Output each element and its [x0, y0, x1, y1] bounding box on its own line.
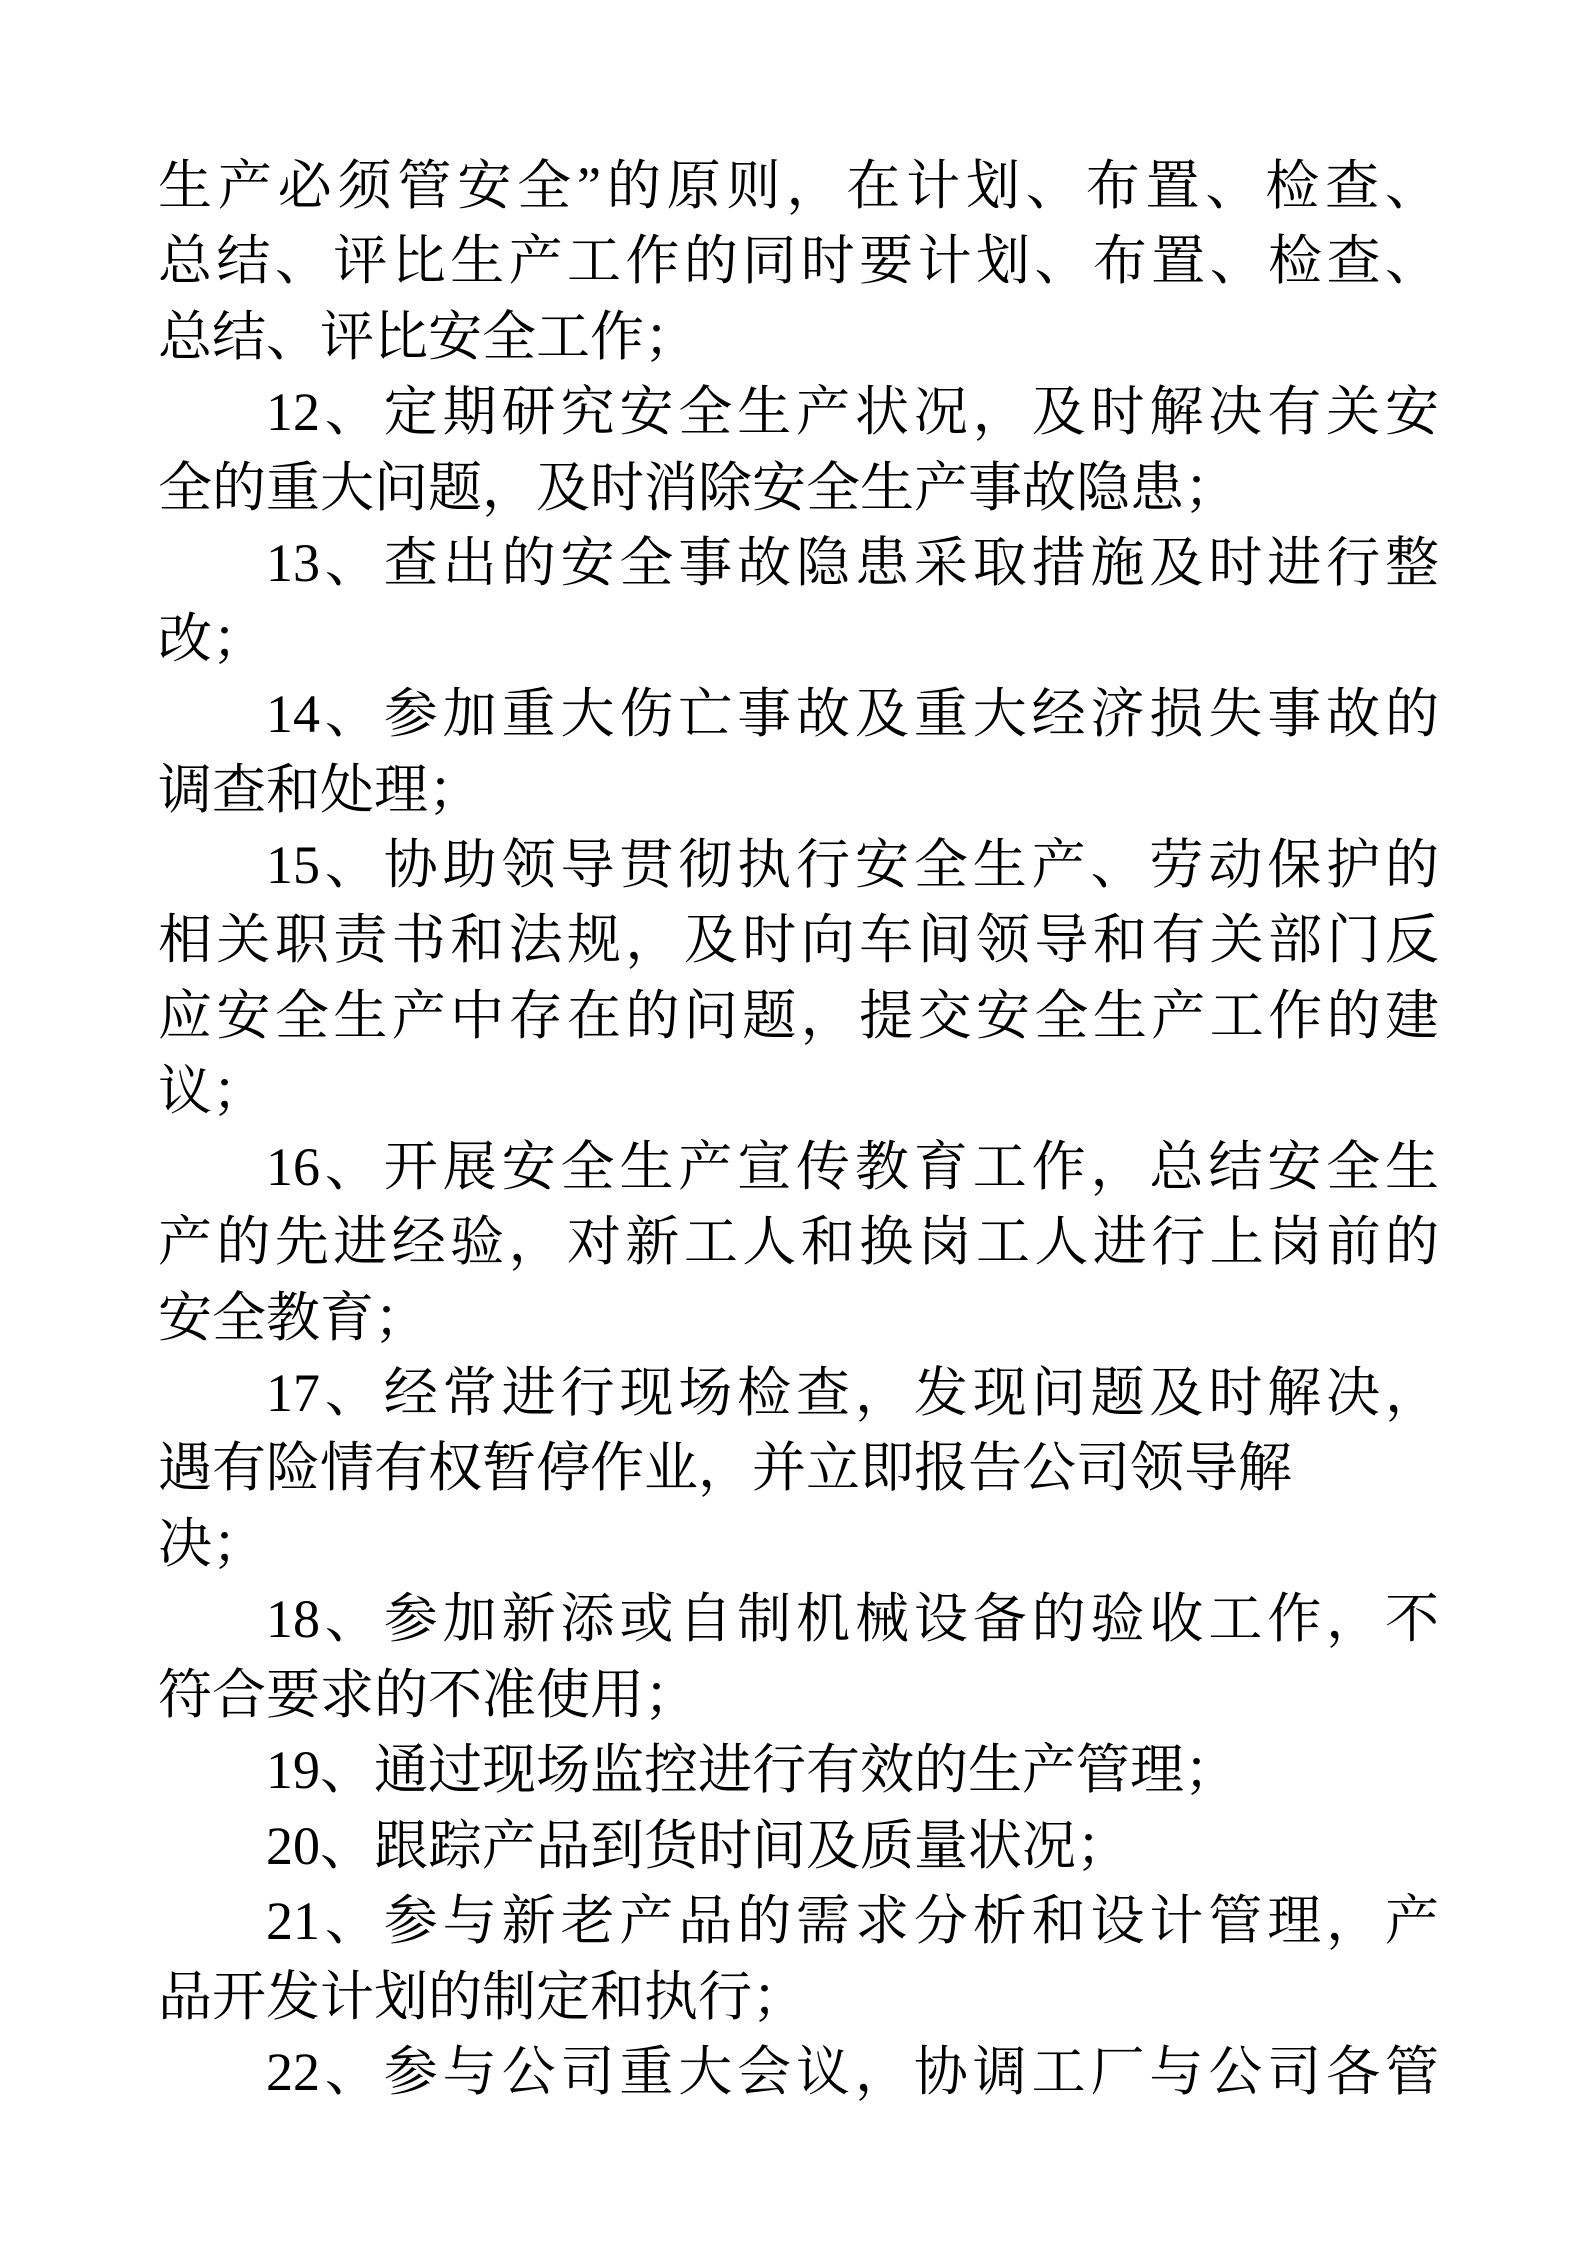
- text-line: 相关职责书和法规，及时向车间领导和有关部门反: [158, 910, 1439, 971]
- text-line: 品开发计划的制定和执行；: [158, 1966, 806, 2027]
- text-line: 21、参与新老产品的需求分析和设计管理，产: [266, 1891, 1439, 1952]
- text-line: 全的重大问题，及时消除安全生产事故隐患；: [158, 457, 1238, 518]
- list-item-18: [158, 1582, 1439, 1733]
- text-line: 18、参加新添或自制机械设备的验收工作，不: [266, 1589, 1439, 1650]
- text-line: 调查和处理；: [158, 759, 482, 820]
- text-line: 总结、评比安全工作；: [158, 306, 698, 367]
- text-line: 改；: [158, 608, 266, 669]
- text-line: 14、参加重大伤亡事故及重大经济损失事故的: [266, 684, 1439, 745]
- list-item-12: [158, 375, 1439, 526]
- text-line: 安全教育；: [158, 1287, 428, 1348]
- text-line: 16、开展安全生产宣传教育工作，总结安全生: [266, 1136, 1439, 1197]
- text-line: 议；: [158, 1061, 266, 1122]
- text-line: 15、协助领导贯彻执行安全生产、劳动保护的: [266, 834, 1439, 895]
- list-item-14: [158, 677, 1439, 828]
- text-line: 生产必须管安全”的原则，在计划、布置、检查、: [158, 156, 1439, 216]
- text-line: 17、经常进行现场检查，发现问题及时解决，: [266, 1363, 1439, 1423]
- text-line: 应安全生产中存在的问题，提交安全生产工作的建: [158, 985, 1439, 1046]
- text-line: 13、查出的安全事故隐患采取措施及时进行整: [266, 533, 1439, 594]
- text-line: 产的先进经验，对新工人和换岗工人进行上岗前的: [158, 1212, 1439, 1273]
- list-item-17: [158, 1356, 1439, 1582]
- text-line: 遇有险情有权暂停作业，并立即报告公司领导解: [158, 1438, 1292, 1499]
- list-item-19: [158, 1733, 1439, 1808]
- text-line: 符合要求的不准使用；: [158, 1664, 698, 1725]
- text-line: 20、跟踪产品到货时间及质量状况；: [266, 1815, 1130, 1876]
- paragraph-continued: [158, 149, 1439, 375]
- list-item-16: [158, 1130, 1439, 1356]
- text-line: 19、通过现场监控进行有效的生产管理；: [266, 1740, 1238, 1801]
- list-item-15: [158, 828, 1439, 1130]
- list-item-13: [158, 526, 1439, 677]
- text-line: 决；: [158, 1513, 266, 1574]
- text-line: 12、定期研究安全生产状况，及时解决有关安: [266, 382, 1439, 443]
- list-item-22: [158, 2035, 1439, 2110]
- list-item-21: [158, 1884, 1439, 2035]
- document-body: [158, 149, 1439, 2110]
- list-item-20: [158, 1809, 1439, 1884]
- text-line: 22、参与公司重大会议，协调工厂与公司各管: [266, 2041, 1439, 2102]
- text-line: 总结、评比生产工作的同时要计划、布置、检查、: [158, 231, 1439, 292]
